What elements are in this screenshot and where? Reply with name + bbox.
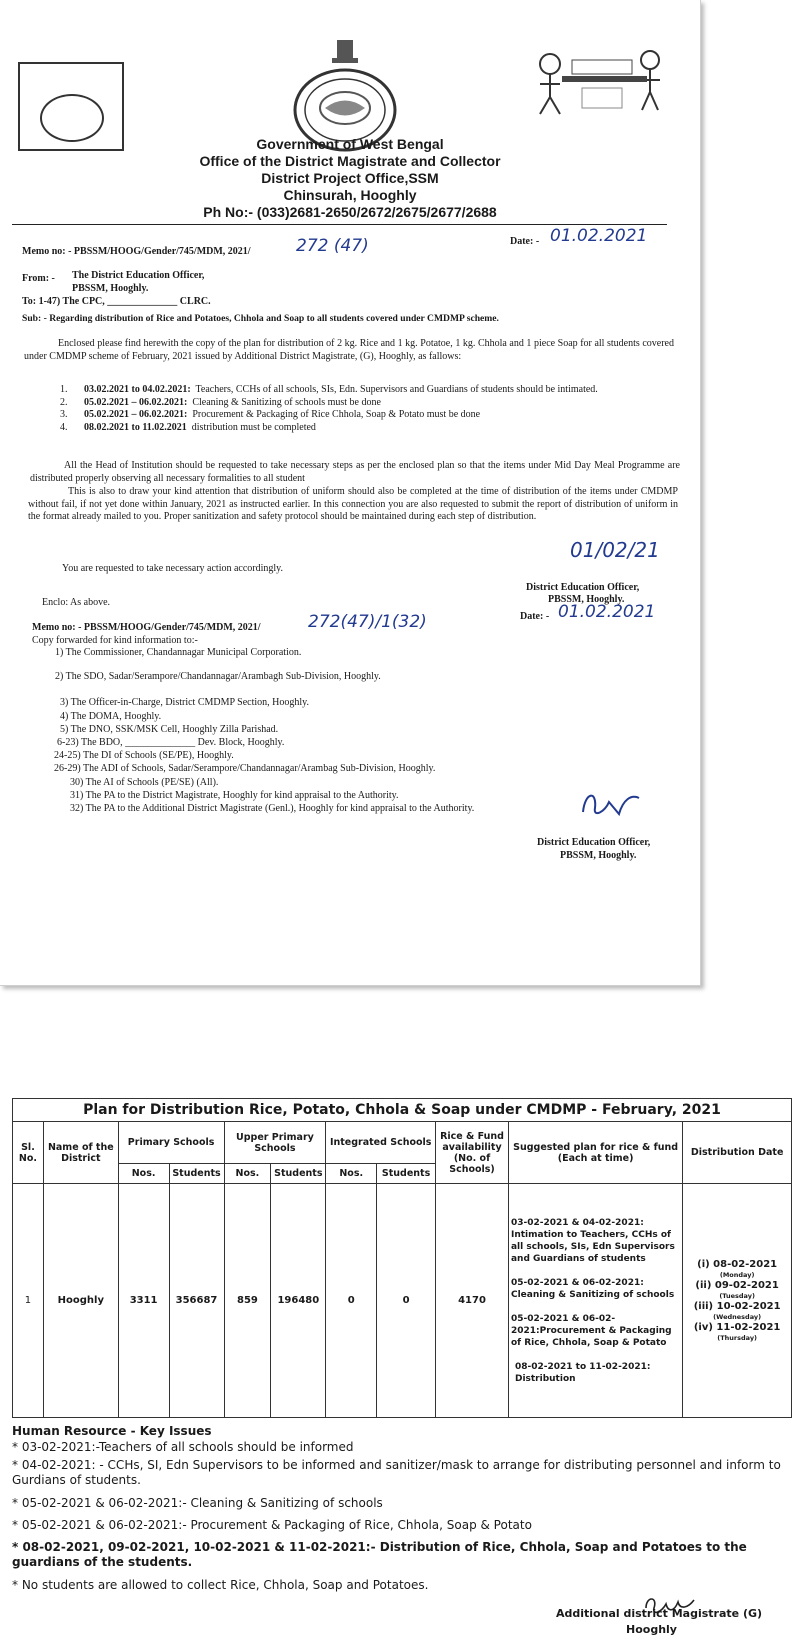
- memo-date-handwritten: 01.02.2021: [550, 226, 648, 246]
- header-line-project-office: District Project Office,SSM: [261, 170, 439, 186]
- to-line: [22, 296, 211, 308]
- memo-number-label: Memo no: - PBSSM/HOOG/Gender/745/MDM, 2021/: [22, 246, 251, 257]
- dist-date-4: (iv) 11-02-2021: [693, 1321, 781, 1333]
- schedule-item-2: 2. 05.02.2021 – 06.02.2021: Cleaning & Sanitizing of schools must be done: [60, 396, 381, 408]
- cell-integrated-nos: 0: [326, 1184, 377, 1418]
- header-line-government: Government of West Bengal: [256, 136, 444, 152]
- cell-distribution-dates: [683, 1184, 792, 1418]
- header-primary-students: Students: [169, 1164, 224, 1184]
- shiksha-adhikar-logo-icon: [532, 42, 672, 122]
- cell-district: Hooghly: [43, 1184, 118, 1418]
- schedule-list: [60, 384, 675, 434]
- copy-item-2: 2) The SDO, Sadar/Serampore/Chandannagar/Arambagh Sub-Division, Hooghly.: [55, 671, 381, 682]
- header-district: Name of the District: [43, 1122, 118, 1184]
- copy-item-10: 31) The PA to the District Magistrate, Hooghly for kind appraisal to the Authority.: [70, 790, 399, 801]
- schedule-item-4: 4. 08.02.2021 to 11.02.2021 distribution must be completed: [60, 421, 316, 433]
- subject-line: Sub: - Regarding distribution of Rice and Potatoes, Chhola and Soap to all students covered under CMDMP scheme.: [22, 313, 499, 324]
- dist-date-3: (iii) 10-02-2021: [693, 1300, 781, 1312]
- header-line-office: Office of the District Magistrate and Collector: [199, 153, 501, 169]
- header-distribution-date: Distribution Date: [683, 1122, 792, 1184]
- from-label: From: -: [22, 273, 55, 284]
- seal-logo-icon: [40, 94, 104, 142]
- body-paragraph-3: This is also to draw your kind attention that distribution of uniform should also be completed at the time of distribution of the items under CMDMP without fail, if not yet done within January, 2021 as instructed earlier. In this connection you are also requested to submit the report of distribution of uniform in the format already mailed to you. Proper sanitization and safety protocol should be maintained during each step of distribution.: [28, 486, 678, 522]
- dist-date-2: (ii) 09-02-2021: [695, 1279, 779, 1291]
- adm-title: Additional district Magistrate (G): [556, 1607, 763, 1620]
- signature-1-title: District Education Officer,: [526, 582, 640, 593]
- signature-2-title: District Education Officer,: [537, 837, 651, 848]
- plan-step-4: 08-02-2021 to 11-02-2021: Distribution: [514, 1361, 651, 1384]
- hr-item-4: * 05-02-2021 & 06-02-2021:- Procurement & Packaging of Rice, Chhola, Soap & Potato: [12, 1518, 532, 1532]
- cell-rice-fund: 4170: [436, 1184, 509, 1418]
- signature-2-scribble-icon: [575, 782, 645, 822]
- dist-day-4: (Thursday): [717, 1333, 758, 1342]
- header-primary-nos: Nos.: [118, 1164, 169, 1184]
- copy-item-9: 30) The AI of Schools (PE/SE) (All).: [70, 777, 219, 788]
- table-row: [13, 1184, 792, 1418]
- memo2-number-label: Memo no: - PBSSM/HOOG/Gender/745/MDM, 2021/: [32, 622, 261, 633]
- to-blank: ______________: [107, 296, 178, 307]
- dist-day-2: (Tuesday): [719, 1291, 755, 1300]
- table-title: Plan for Distribution Rice, Potato, Chhola & Soap under CMDMP - February, 2021: [13, 1099, 792, 1122]
- hr-item-2: * 04-02-2021: - CCHs, SI, Edn Supervisors to be informed and sanitizer/mask to arrange for distributing personnel and inform to Gurdians of students.: [12, 1458, 781, 1487]
- signature-2-office: PBSSM, Hooghly.: [560, 850, 637, 861]
- header-integrated-students: Students: [377, 1164, 436, 1184]
- header-upper-students: Students: [271, 1164, 326, 1184]
- copy-forwarded-label: Copy forwarded for kind information to:-: [32, 635, 198, 646]
- header-divider: [12, 224, 667, 225]
- copy-item-4: 4) The DOMA, Hooghly.: [60, 711, 162, 722]
- memo-number-handwritten: 272 (47): [296, 236, 369, 256]
- header-rice-fund: Rice & Fund availability (No. of Schools): [436, 1122, 509, 1184]
- schedule-item-1: 1. 03.02.2021 to 04.02.2021: Teachers, CCHs of all schools, SIs, Edn. Supervisors and Guardians of students should be intimated.: [60, 384, 598, 395]
- memo2-number-handwritten: 272(47)/1(32): [308, 612, 427, 632]
- plan-step-2: 05-02-2021 & 06-02-2021: Cleaning & Sanitizing of schools: [510, 1277, 675, 1300]
- schedule-item-3: 3. 05.02.2021 – 06.02.2021: Procurement & Packaging of Rice Chhola, Soap & Potato must be done: [60, 409, 481, 420]
- header-integrated-nos: Nos.: [326, 1164, 377, 1184]
- dist-day-1: (Monday): [719, 1270, 755, 1279]
- copy-item-7: 24-25) The DI of Schools (SE/PE), Hooghly.: [54, 750, 234, 761]
- header-primary-schools: Primary Schools: [118, 1122, 224, 1164]
- header-sl-no: Sl. No.: [13, 1122, 44, 1184]
- copy-item-11: 32) The PA to the Additional District Magistrate (Genl.), Hooghly for kind appraisal to the Authority.: [70, 803, 475, 814]
- header-upper-primary-schools: Upper Primary Schools: [224, 1122, 326, 1164]
- distribution-plan-table: [12, 1098, 792, 1418]
- adm-location: Hooghly: [626, 1623, 677, 1636]
- copy-item-6: 6-23) The BDO, ______________ Dev. Block, Hooghly.: [57, 737, 285, 748]
- header-integrated-schools: Integrated Schools: [326, 1122, 436, 1164]
- enclosure-note: Enclo: As above.: [42, 597, 111, 608]
- body-paragraph-1: Enclosed please find herewith the copy of the plan for distribution of 2 kg. Rice and 1 kg. Potatoe, 1 kg. Chhola and 1 piece Soap for all students covered under CMDMP scheme of February, 2021 issued by Additional District Magistrate, (G), Hooghly, as fallows:: [24, 338, 674, 362]
- memo-date-label: Date: -: [510, 236, 540, 247]
- header-line-phone: Ph No:- (033)2681-2650/2672/2675/2677/2688: [203, 204, 497, 220]
- from-line-1: The District Education Officer,: [72, 270, 205, 281]
- from-line-2: PBSSM, Hooghly.: [72, 283, 149, 294]
- cell-primary-students: 356687: [169, 1184, 224, 1418]
- plan-step-1: 03-02-2021 & 04-02-2021: Intimation to Teachers, CCHs of all schools, SIs, Edn Supervisors and Guardians of students: [510, 1217, 675, 1264]
- copy-item-1: 1) The Commissioner, Chandannagar Municipal Corporation.: [55, 647, 302, 658]
- cell-upper-students: 196480: [271, 1184, 326, 1418]
- body-paragraph-4: You are requested to take necessary action accordingly.: [62, 563, 284, 574]
- header-upper-nos: Nos.: [224, 1164, 271, 1184]
- signature-1-date-label: Date: -: [520, 611, 550, 622]
- dist-date-1: (i) 08-02-2021: [697, 1258, 778, 1270]
- hr-item-6: * No students are allowed to collect Rice, Chhola, Soap and Potatoes.: [12, 1578, 429, 1592]
- hr-item-1: * 03-02-2021:-Teachers of all schools should be informed: [12, 1440, 354, 1454]
- cell-upper-nos: 859: [224, 1184, 271, 1418]
- header-line-location: Chinsurah, Hooghly: [283, 187, 417, 203]
- signature-1-handwritten: 01/02/21: [570, 538, 660, 562]
- hr-heading: Human Resource - Key Issues: [12, 1424, 212, 1438]
- office-seal-stamp: [18, 62, 124, 151]
- to-suffix: CLRC.: [179, 296, 211, 307]
- copy-item-8: 26-29) The ADI of Schools, Sadar/Serampore/Chandannagar/Arambag Sub-Division, Hooghly.: [54, 763, 436, 774]
- header-suggested-plan: Suggested plan for rice & fund (Each at time): [508, 1122, 682, 1184]
- plan-step-3: 05-02-2021 & 06-02-2021:Procurement & Packaging of Rice, Chhola, Soap & Potato: [510, 1313, 672, 1348]
- to-prefix: To: 1-47) The CPC,: [22, 296, 105, 307]
- cell-integrated-students: 0: [377, 1184, 436, 1418]
- copy-item-3: 3) The Officer-in-Charge, District CMDMP Section, Hooghly.: [60, 697, 310, 708]
- hr-item-5: * 08-02-2021, 09-02-2021, 10-02-2021 & 11-02-2021:- Distribution of Rice, Chhola, Soap and Potatoes to the guardians of the students.: [12, 1540, 747, 1569]
- cell-sl: 1: [13, 1184, 44, 1418]
- cell-primary-nos: 3311: [118, 1184, 169, 1418]
- signature-1-date-handwritten: 01.02.2021: [558, 602, 656, 622]
- signature-1-office: PBSSM, Hooghly.: [548, 594, 625, 605]
- hr-item-3: * 05-02-2021 & 06-02-2021:- Cleaning & Sanitizing of schools: [12, 1496, 383, 1510]
- copy-item-5: 5) The DNO, SSK/MSK Cell, Hooghly Zilla Parishad.: [60, 724, 279, 735]
- dist-day-3: (Wednesday): [713, 1312, 762, 1321]
- cell-suggested-plan: [508, 1184, 682, 1418]
- body-paragraph-2: All the Head of Institution should be requested to take necessary steps as per the enclosed plan so that the items under Mid Day Meal Programme are distributed properly observing all necessary formalities to all student: [30, 460, 680, 484]
